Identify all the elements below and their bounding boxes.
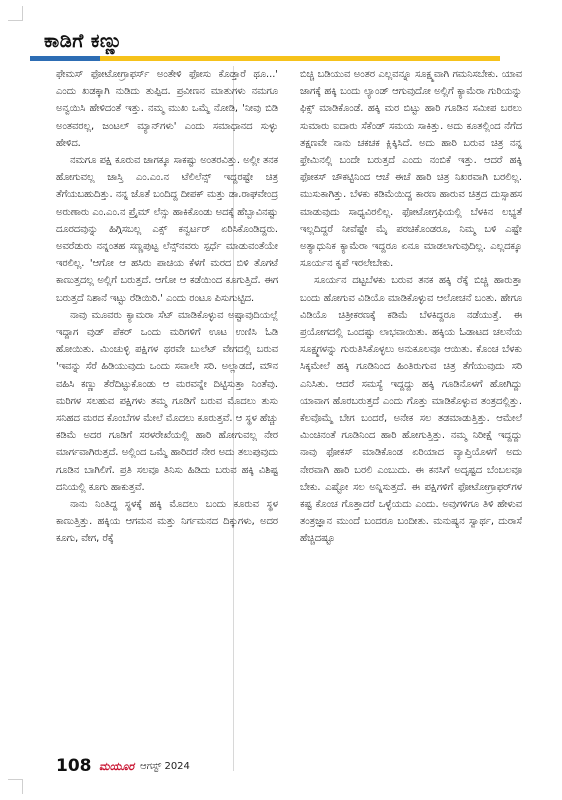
right-column [300,66,522,774]
paragraph: ನಾನು ನಿಂತಿದ್ದ ಸ್ಥಳಕ್ಕೆ ಹಕ್ಕಿ ಮೊದಲು ಬಂದು ಕೂರುವ ಸ್ಥಳ ಕಾಣುತ್ತಿತ್ತು. ಹಕ್ಕಿಯ ಆಗಮನ ಮತ್ತು ನಿರ್ಗಮನದ ದಿಕ್ಕುಗಳು, ಅದರ ಕೂಗು, ವೇಗ, ರೆಕ್ಕೆ [56,499,278,545]
paragraph: ನಮಗೂ ಪಕ್ಷಿ ಕೂರುವ ಜಾಗಕ್ಕೂ ಸಾಕಷ್ಟು ಅಂತರವಿತ್ತು. ಅಲ್ಲೀ ತನಕ ಹೋಗುವಲ್ಲ ಜಾಸ್ತಿ ಎಂ.ಎಂ.ನ ಟೆಲಿಲೆನ್ಸ್ ಇದ್ದರಷ್ಟೇ ಚಿತ್ರ ತೆಗೆಯಬಹುದಿತ್ತು. ನನ್ನ ಜೊತೆ ಬಂದಿದ್ದ ದೀಪಕ್ ಮತ್ತು ಡಾ.ರಾಘವೇಂದ್ರ ಅರುಣಾರು ಎಂ.ಎಂ.ನ ಪ್ರೈಮ್ ಲೆನ್ಸು ಹಾಕಿಕೊಂಡು ಅದಕ್ಕೆ ಹೆಬ್ಬಾವಿನಷ್ಟು ದೂರದವುನ್ನು ಹಿಗ್ಗಿಸಬಲ್ಲ ಎಕ್ಸ್ ಕನ್ವರ್ಟರ್ ಏರಿಸಿಕೊಂಡಿದ್ದರು. ಅವರೆಡುರು ನನ್ನಂತಹ ಸಣ್ಣಪುಟ್ಟ ಲೆನ್ಸ್‌ನವರು ಸ್ಪರ್ಧೆ ಮಾಡುವಂತೆಯೇ ಇರಲಿಲ್ಲ. 'ಆಗೋ ಆ ಹಸಿರು ಪಾಚಿಯ ಕೆಳಗೆ ಮರದ ಬಿಳಿ ತೊಗಟೆ ಕಾಣುತ್ತದಲ್ಲ ಅಲ್ಲಿಗೆ ಬರುತ್ತದೆ. ಆಗೋ ಆ ಕಡೆಯಿಂದ ಕೂಗುತ್ತಿದೆ. ಈಗ ಬರುತ್ತದೆ ನಿಶಾನೆ ಇಟ್ಟು ರೆಡಿಯಿರಿ.' ಎಂದು ರಂಟೂ ಪಿಸುಗುಟ್ಟಿದ. [56,155,278,304]
left-column [56,66,278,774]
crop-mark-bottom [8,779,23,794]
paragraph: ಫೇಮಸ್ ಫೋಟೋಗ್ರಾಫರ್ಸ್ ಅಂತೇಳಿ ಫೋಸು ಕೊಡ್ತಾರೆ ಥೂ...' ಎಂದು ಖಡಕ್ಕಾಗಿ ನುಡಿದು ತುಪ್ಪಿದ. ಪ್ರವೀಣನ ಮಾತುಗಳು ನಮಗೂ ಅನ್ವಯಿಸಿ ಹೇಳಿದಂತೆ ಇತ್ತು. ನಮ್ಮ ಮುಖ ಒಮ್ಮೆ ನೋಡಿ, 'ನೀವು ಬಿಡಿ ಅಂತವರಲ್ಲ, ಜಂಟಲ್ ಮ್ಯಾನ್‌ಗಳು' ಎಂದು ಸಮಾಧಾನದ ಸುಳ್ಳು ಹೇಳಿದ. [56,69,278,149]
paragraph: ಬಿಚ್ಚಿ ಬಡಿಯುವ ಅಂತರ ಎಲ್ಲವನ್ನೂ ಸೂಕ್ಷ್ಮವಾಗಿ ಗಮನಿಸಬೇಕು. ಯಾವ ಜಾಗಕ್ಕೆ ಹಕ್ಕಿ ಬಂದು ಲ್ಯಾಂಡ್ ಆಗುವುದೋ ಅಲ್ಲಿಗೆ ಕ್ಯಾಮೆರಾ ಗುರಿಯನ್ನು ಫಿಕ್ಸ್ ಮಾಡಿಕೊಂಡೆ. ಹಕ್ಕಿ ಮರ ಬಿಟ್ಟು ಹಾರಿ ಗೂಡಿನ ಸಮೀಪ ಬರಲು ಸುಮಾರು ಐದಾರು ಸೆಕೆಂಡ್ ಸಮಯ ಸಾಕಿತ್ತು. ಅದು ಕೂತಲ್ಲಿಂದ ನೆಗೆದ ತಕ್ಷಣವೇ ನಾನು ಚಕಚಕ ಕ್ಲಿಕ್ಕಿಸಿದೆ. ಅದು ಹಾರಿ ಬರುವ ಚಿತ್ರ ನನ್ನ ಫ್ರೇಮಿನಲ್ಲಿ ಬಂದೇ ಬರುತ್ತದೆ ಎಂದು ನಂಬಿಕೆ ಇತ್ತು. ಆದರೆ ಹಕ್ಕಿ ಫೋಕಸ್ ಚೌಕಟ್ಟಿನಿಂದ ಆಚೆ ಈಚೆ ಹಾರಿ ಚಿತ್ರ ನಿಖರವಾಗಿ ಬರಲಿಲ್ಲ. ಮುಸುಕಾಗಿತ್ತು. ಬೆಳಕು ಕಡಿಮೆಯಿದ್ದ ಕಾರಣ ಹಾರುವ ಚಿತ್ರದ ದುಸ್ಸಾಹಸ ಮಾಡುವುದು ಸಾಧ್ಯವಿರಲಿಲ್ಲ. ಫೋಟೋಗ್ರಫಿಯಲ್ಲಿ ಬೆಳಕಿನ ಲಭ್ಯತೆ ಇಲ್ಲದಿದ್ದರೆ ನೀವೆಷ್ಟೇ ಮೈ ಪರಚಿಕೊಂಡರೂ, ನಿಮ್ಮ ಬಳಿ ಎಷ್ಟೇ ಅತ್ಯಾಧುನಿಕ ಕ್ಯಾಮೆರಾ ಇದ್ದರೂ ಏನೂ ಮಾಡಲಾಗುವುದಿಲ್ಲ. ಎಲ್ಲದಕ್ಕೂ ಸೂರ್ಯನ ಕೃಪೆ ಇರಲೇಬೇಕು. [300,69,522,270]
header-accent-rule [30,56,100,61]
paragraph: ಸೂರ್ಯನ ದಟ್ಟಬೆಳಕು ಬರುವ ತನಕ ಹಕ್ಕಿ ರೆಕ್ಕೆ ಬಿಚ್ಚಿ ಹಾರುತ್ತಾ ಬಂದು ಹೋಗುವ ವಿಡಿಯೊ ಮಾಡಿಕೊಳ್ಳುವ ಆಲೋಚನೆ ಬಂತು. ಹೇಗೂ ವಿಡಿಯೊ ಚಿತ್ರೀಕರಣಕ್ಕೆ ಕಡಿಮೆ ಬೆಳಕಿದ್ದರೂ ನಡೆಯುತ್ತೆ. ಈ ಪ್ರಯೋಗದಲ್ಲಿ ಒಂದಷ್ಟು ಲಾಭವಾಯಿತು. ಹಕ್ಕಿಯ ಓಡಾಟದ ಚಲನೆಯ ಸೂಕ್ಷ್ಮಗಳನ್ನು ಗುರುತಿಸಿಕೊಳ್ಳಲು ಅನುಕೂಲವೂ ಆಯಿತು. ಕೊಂಚ ಬೆಳಕು ಸಿಕ್ಕಮೇಲೆ ಹಕ್ಕಿ ಗೂಡಿನಿಂದ ಹಿಂತಿರುಗುವ ಚಿತ್ರ ತೆಗೆಯುವುದು ಸರಿ ಎನಿಸಿತು. ಆದರೆ ಸಮಸ್ಯೆ ಇದ್ದದ್ದು ಹಕ್ಕಿ ಗೂಡಿನೊಳಗೆ ಹೋಗಿದ್ದು ಯಾವಾಗ ಹೊರಬರುತ್ತದೆ ಎಂದು ಗೊತ್ತು ಮಾಡಿಕೊಳ್ಳುವ ತಂತ್ರದಲ್ಲಿತ್ತು. ಕೆಲವೊಮ್ಮೆ ಬೇಗ ಬಂದರೆ, ಅನೇಕ ಸಲ ತಡಮಾಡುತ್ತಿತ್ತು. ಆಮೇಲೆ ಮಿಂಚಿನಂತೆ ಗೂಡಿನಿಂದ ಹಾರಿ ಹೋಗುತ್ತಿತ್ತು. ನಮ್ಮ ನಿರೀಕ್ಷೆ ಇದ್ದದ್ದು ನಾವು ಫೋಕಸ್ ಮಾಡಿಕೊಂಡ ಏರಿಯಾದ ವ್ಯಾಪ್ತಿಯೊಳಗೆ ಅದು ನೇರವಾಗಿ ಹಾರಿ ಬರಲಿ ಎಂಬುದು. ಈ ಕನಸಿಗೆ ಅದೃಷ್ಟದ ಬೆಂಬಲವೂ ಬೇಕು. ಎಷ್ಟೋ ಸಲ ಅನ್ನಿಸುತ್ತದೆ. ಈ ಪಕ್ಷಿಗಳಿಗೆ ಫೋಟೋಗ್ರಾಫರ್‌ಗಳ ಕಷ್ಟ ಕೊಂಚ ಗೊತ್ತಾದರೆ ಒಳ್ಳೆಯದು ಎಂದು. ಅವುಗಳಿಗೂ ತಿಳಿ ಹೇಳುವ ತಂತ್ರಜ್ಞಾನ ಮುಂದೆ ಬಂದರೂ ಬಂದೀತು. ಮನುಷ್ಯನ ಸ್ವಾರ್ಥ, ದುರಾಸೆ ಹೆಚ್ಚಿದಷ್ಟೂ [300,275,522,545]
publication-logo: ಮಯೂರ [99,760,135,773]
crop-mark-top [8,6,23,21]
header-rule [30,56,500,61]
section-header [30,26,530,60]
article-body [56,66,530,774]
paragraph: ನಾವು ಮೂವರು ಕ್ಯಾಮರಾ ಸೆಟ್ ಮಾಡಿಕೊಳ್ಳುವ ಅಷ್ಟಾವುದಿಯಲ್ಲೆ ಇದ್ದಾಗ ವುಡ್ ಪೆಕರ್ ಒಂದು ಮರಿಗಳಿಗೆ ಊಟ ಉಣಿಸಿ ಓಡಿ ಹೋಯಿತು. ಮಿಂಚುಳ್ಳಿ ಪಕ್ಷಿಗಳ ಥರವೇ ಬುಲೆಟ್ ವೇಗದಲ್ಲಿ ಬರುವ 'ಇವನ್ನು ಸೆರೆ ಹಿಡಿಯುವುದು ಒಂದು ಸವಾಲೇ ಸರಿ. ಅಲ್ಲಾಡದೆ, ಮೌನ ವಹಿಸಿ ಕಣ್ಣು ತೆರೆದಿಟ್ಟುಕೊಂಡು ಆ ಮರವನ್ನೇ ದಿಟ್ಟಿಸುತ್ತಾ ನಿಂತೆವು. ಮರಿಗಳ ಸಲಹುವ ಪಕ್ಷಿಗಳು ತಮ್ಮ ಗೂಡಿಗೆ ಬರುವ ಮೊದಲು ತುಸು ಸನಿಹದ ಮರದ ಕೊಂಬೆಗಳ ಮೇಲೆ ಮೊದಲು ಕೂರುತ್ತವೆ. ಆ ಸ್ಥಳ ಹೆಚ್ಚು ಕಡಿಮೆ ಅದರ ಗೂಡಿಗೆ ಸರಳರೇಖೆಯಲ್ಲಿ ಹಾರಿ ಹೋಗುವಲ್ಲ ನೇರ ಮಾರ್ಗವಾಗಿರುತ್ತದೆ. ಅಲ್ಲಿಂದ ಒಮ್ಮೆ ಹಾರಿದರೆ ನೇರ ಅದು ತಲುಪುವುದು ಗೂಡಿನ ಬಾಗಿಲಿಗೆ. ಪ್ರತಿ ಸಲವೂ ತಿನಿಸು ಹಿಡಿದು ಬರುವ ಹಕ್ಕಿ ವಿಶಿಷ್ಟ ದನಿಯಲ್ಲಿ ಕೂಗು ಹಾಕುತ್ತವೆ. [56,309,278,493]
issue-date: ಆಗಸ್ಟ್ 2024 [140,761,190,772]
section-title: ಕಾಡಿಗೆ ಕಣ್ಣು [44,30,123,52]
page-number: 108 [56,756,92,776]
